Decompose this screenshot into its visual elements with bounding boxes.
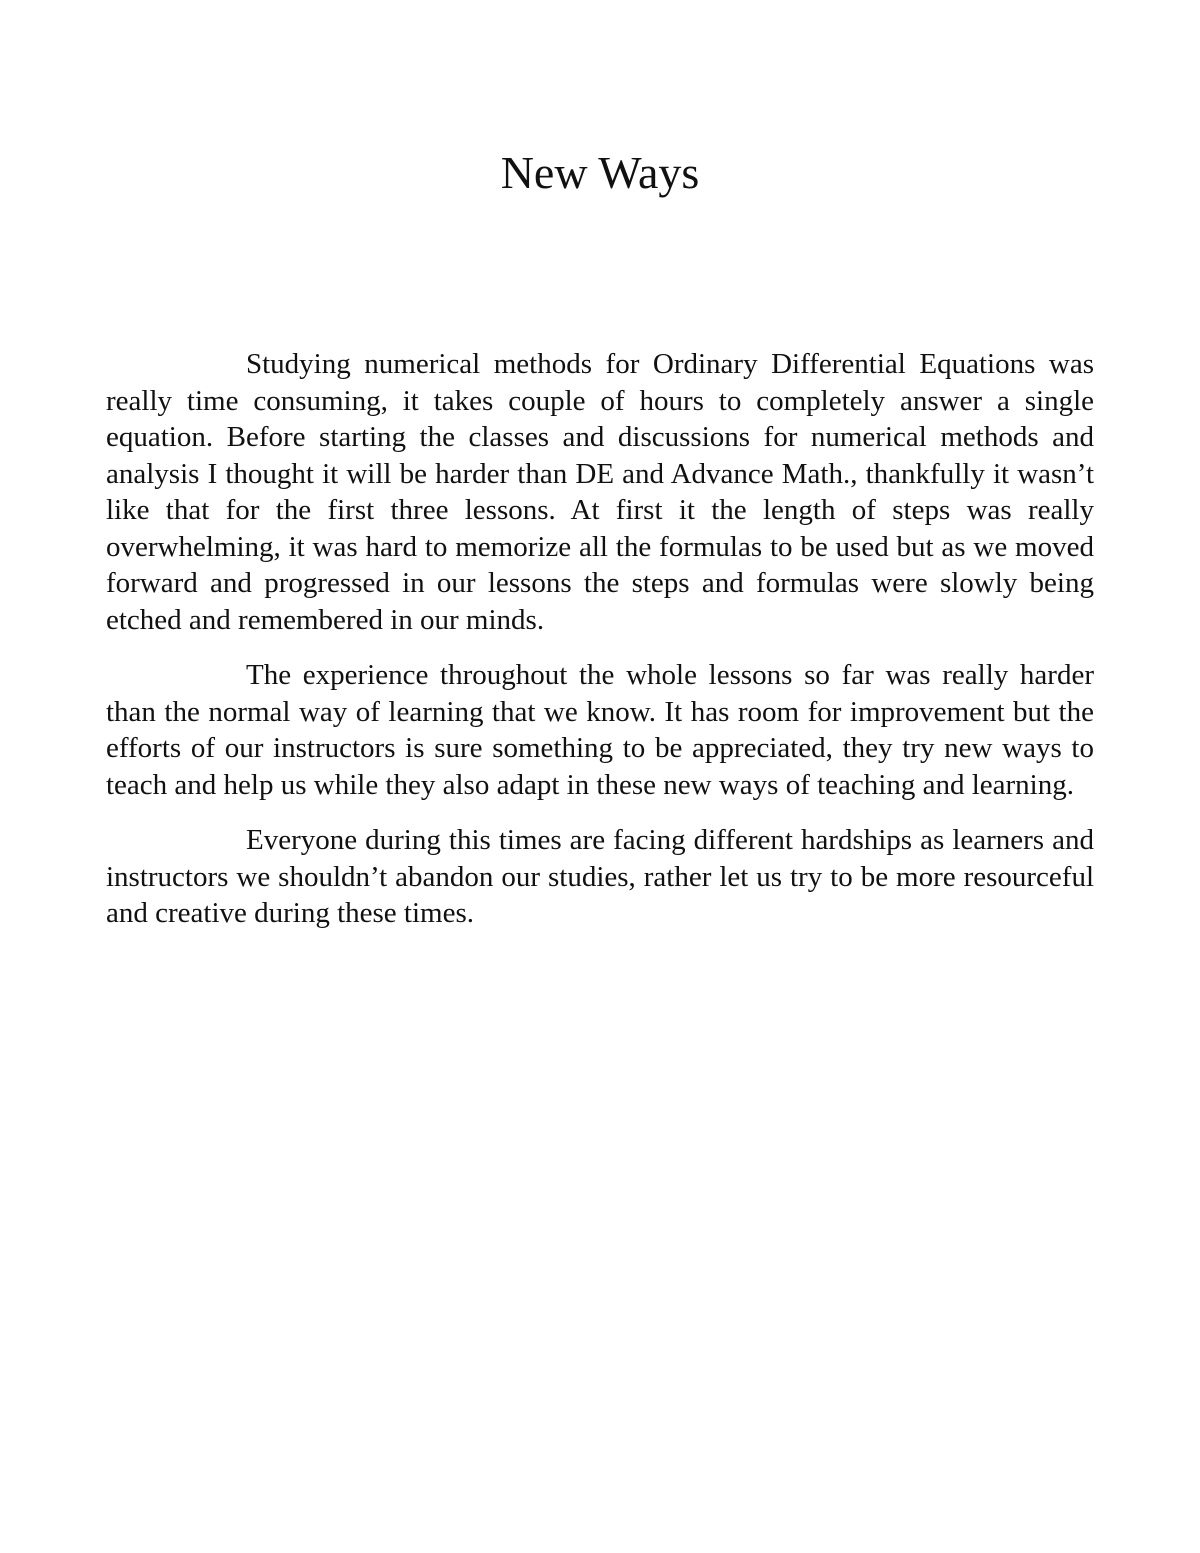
document-title: New Ways bbox=[500, 147, 700, 198]
paragraph-1: Studying numerical methods for Ordinary Differential Equations was really time consuming, it takes couple of hours to completely answer a single equation. Before starting the classes and discussions for numerical methods and analysis I thought it will be harder than DE and Advance Math., thankfully it wasn’t like that for the first three lessons. At first it the length of steps was really overwhelming, it was hard to memorize all the formulas to be used but as we moved forward and progressed in our lessons the steps and formulas were slowly being etched and remembered in our minds. bbox=[106, 348, 1094, 636]
paragraph-2: The experience throughout the whole lessons so far was really harder than the normal way of learning that we know. It has room for improvement but the efforts of our instructors is sure something to be appreciated, they try new ways to teach and help us while they also adapt in these new ways of teaching and learning. bbox=[106, 659, 1094, 801]
paragraph-3: Everyone during this times are facing different hardships as learners and instructors we shouldn’t abandon our studies, rather let us try to be more resourceful and creative during these times. bbox=[106, 824, 1094, 929]
document-body bbox=[106, 346, 1094, 951]
